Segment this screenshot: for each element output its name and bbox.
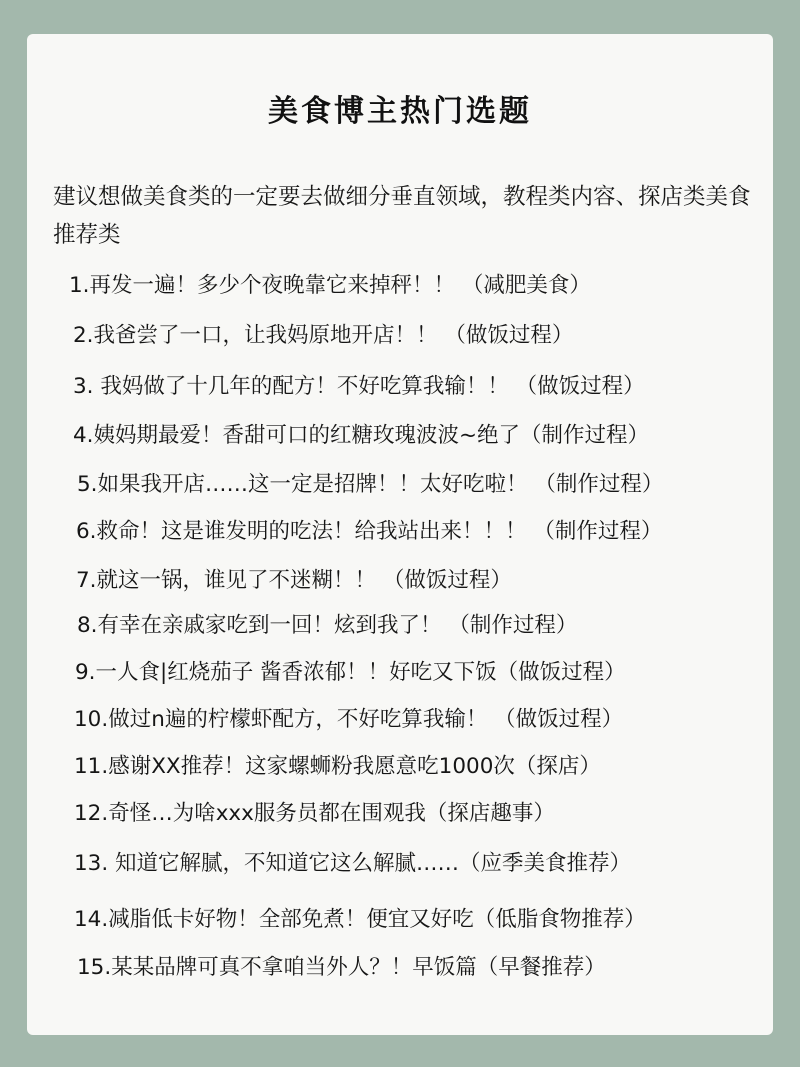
topic-item-4: 4.姨妈期最爱！香甜可口的红糖玫瑰波波~绝了（制作过程）	[73, 423, 650, 448]
topic-item-11: 11.感谢XX推荐！这家螺蛳粉我愿意吃1000次（探店）	[74, 754, 601, 779]
topic-item-1: 1.再发一遍！多少个夜晚靠它来掉秤！！ （减肥美食）	[69, 273, 591, 298]
intro-text: 建议想做美食类的一定要去做细分垂直领域，教程类内容、探店类美食推荐类	[53, 184, 751, 248]
topic-item-15: 15.某某品牌可真不拿咱当外人？！早饭篇（早餐推荐）	[77, 955, 606, 980]
topic-item-8: 8.有幸在亲戚家吃到一回！炫到我了！ （制作过程）	[77, 613, 578, 638]
topic-item-2: 2.我爸尝了一口，让我妈原地开店！！ （做饭过程）	[73, 323, 574, 348]
topic-item-9: 9.一人食|红烧茄子 酱香浓郁！！好吃又下饭（做饭过程）	[75, 660, 626, 685]
topic-item-7: 7.就这一锅，谁见了不迷糊！！ （做饭过程）	[76, 568, 512, 593]
topic-item-6: 6.救命！这是谁发明的吃法！给我站出来！！！ （制作过程）	[76, 519, 663, 544]
topic-item-13: 13. 知道它解腻，不知道它这么解腻……（应季美食推荐）	[74, 851, 632, 876]
topic-item-12: 12.奇怪…为啥xxx服务员都在围观我（探店趣事）	[74, 801, 555, 826]
topic-item-3: 3. 我妈做了十几年的配方！不好吃算我输！！ （做饭过程）	[73, 374, 645, 399]
topic-item-5: 5.如果我开店……这一定是招牌！！太好吃啦！ （制作过程）	[77, 472, 664, 497]
page-title: 美食博主热门选题	[268, 94, 532, 129]
topic-item-14: 14.减脂低卡好物！全部免煮！便宜又好吃（低脂食物推荐）	[74, 907, 646, 932]
topic-item-10: 10.做过n遍的柠檬虾配方，不好吃算我输！ （做饭过程）	[74, 707, 624, 732]
